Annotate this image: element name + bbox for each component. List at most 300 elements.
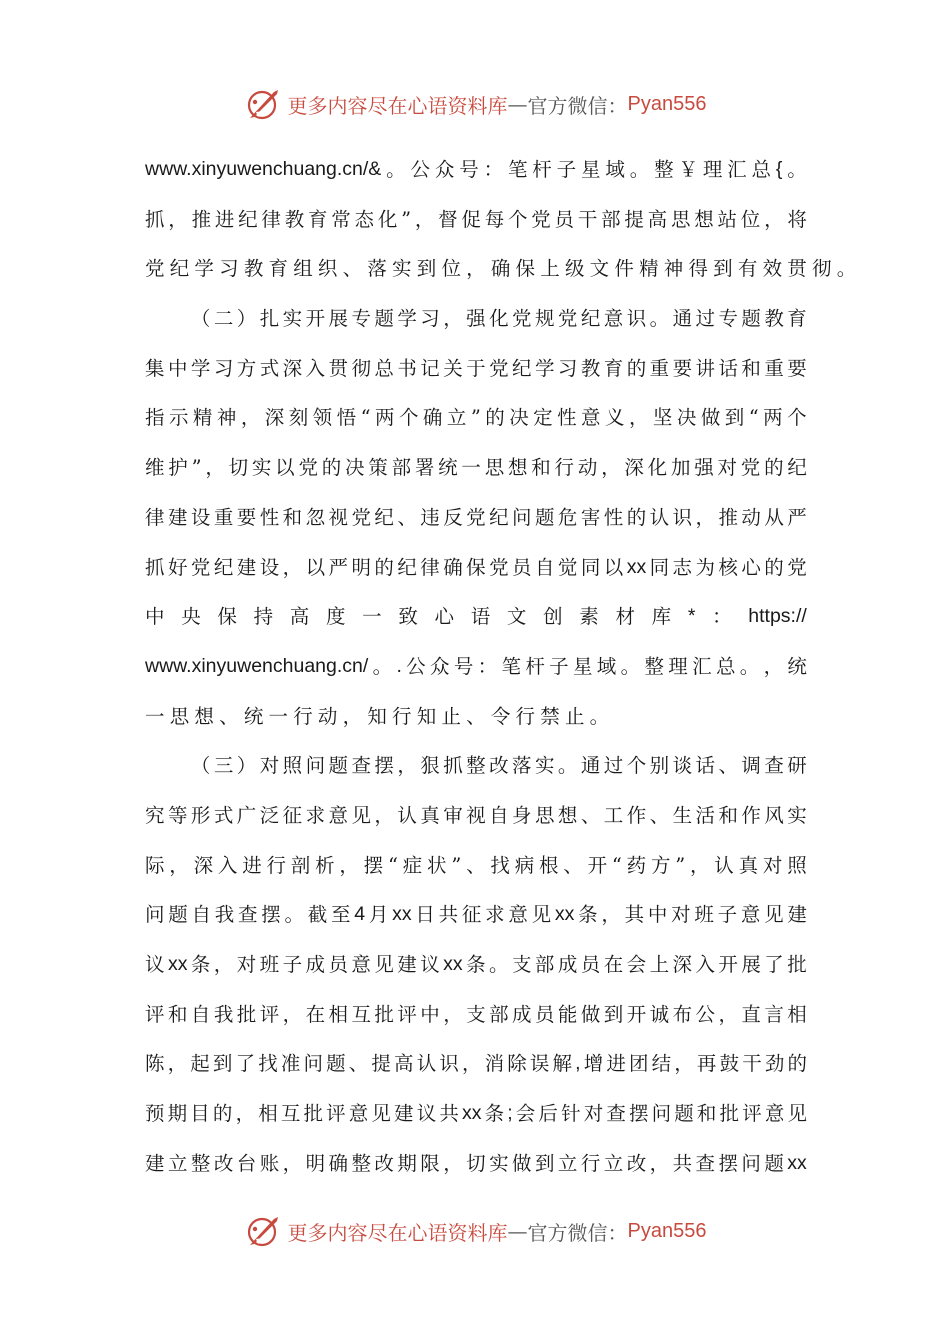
text-glyph: 党 xyxy=(351,505,371,529)
paragraph-line xyxy=(145,642,807,692)
text-glyph: 纪 xyxy=(512,356,532,380)
text-glyph: ， xyxy=(240,406,261,430)
text-glyph: 强 xyxy=(466,307,486,331)
text-glyph: 深 xyxy=(624,456,644,480)
text-glyph: ： xyxy=(483,158,504,181)
text-glyph: 对 xyxy=(671,903,691,927)
text-glyph: 纪 xyxy=(238,207,258,231)
text-glyph: 布 xyxy=(672,1002,693,1026)
text-glyph: 库 xyxy=(651,605,672,629)
text-glyph: 共 xyxy=(672,1151,693,1175)
paragraph-line xyxy=(145,145,807,195)
text-glyph: xx xyxy=(626,555,647,578)
text-glyph: 到 xyxy=(724,406,745,430)
text-glyph: 药 xyxy=(626,853,647,877)
text-glyph: 结 xyxy=(651,1052,672,1076)
text-glyph: 增 xyxy=(583,1052,604,1076)
text-glyph: 维 xyxy=(145,456,165,480)
text-glyph: 的 xyxy=(212,1102,233,1126)
paragraph-line xyxy=(145,543,807,593)
text-glyph: 整 xyxy=(466,754,486,778)
text-glyph: 相 xyxy=(787,1002,807,1026)
text-glyph: 抓 xyxy=(443,754,463,778)
text-glyph: 鼓 xyxy=(719,1052,740,1076)
banner-wechat-id: Pyan556 xyxy=(627,92,707,115)
text-glyph: 自 xyxy=(191,903,212,927)
text-glyph: 形 xyxy=(190,803,211,827)
text-glyph: 查 xyxy=(606,1102,626,1126)
text-glyph: 作 xyxy=(626,803,647,827)
text-glyph: 泛 xyxy=(259,803,280,827)
text-glyph: ， xyxy=(443,1151,463,1175)
text-glyph: 查 xyxy=(695,1151,716,1175)
text-glyph: 剖 xyxy=(290,853,311,877)
text-glyph: 一 xyxy=(268,704,289,728)
text-glyph: 相 xyxy=(258,1102,278,1126)
text-glyph: 再 xyxy=(696,1052,717,1076)
text-glyph: 央 xyxy=(181,605,201,629)
text-glyph: ， xyxy=(718,1002,738,1026)
text-glyph: 见 xyxy=(531,903,552,927)
text-glyph: 领 xyxy=(312,406,333,430)
text-glyph: 题 xyxy=(534,505,555,529)
text-glyph: 总 xyxy=(715,654,736,678)
text-glyph: 实 xyxy=(787,803,807,827)
text-glyph: 纪 xyxy=(397,555,417,579)
text-glyph: 和 xyxy=(696,1102,717,1126)
paragraph-line xyxy=(145,393,807,443)
text-glyph: 笔 xyxy=(501,654,521,678)
paragraph-line xyxy=(145,692,807,742)
text-glyph: 建 xyxy=(145,1151,165,1175)
text-glyph: 式 xyxy=(259,356,280,380)
text-glyph: 整 xyxy=(351,1151,371,1175)
banner-title: 更多内容尽在心语资料库 xyxy=(287,1220,508,1245)
text-glyph: 问 xyxy=(145,903,165,927)
text-glyph: 意 xyxy=(581,406,601,430)
text-glyph: 话 xyxy=(695,754,716,778)
text-glyph: 令 xyxy=(490,704,511,728)
text-glyph: 关 xyxy=(443,356,463,380)
text-glyph: 部 xyxy=(391,456,412,480)
footer-banner xyxy=(0,1209,950,1253)
text-glyph: 识 xyxy=(626,307,647,331)
text-glyph: 明 xyxy=(351,555,371,579)
text-glyph: 实 xyxy=(534,754,555,778)
text-glyph: 针 xyxy=(561,1102,581,1126)
text-glyph: 彻 xyxy=(811,257,832,281)
text-glyph: 动 xyxy=(317,704,338,728)
text-glyph: 思 xyxy=(534,803,555,827)
text-glyph: 纪 xyxy=(580,307,601,331)
text-glyph: 展 xyxy=(328,307,349,331)
text-glyph: 干 xyxy=(577,207,598,231)
text-glyph: 严 xyxy=(328,555,349,579)
text-glyph: 贯 xyxy=(328,356,349,380)
text-glyph: 觉 xyxy=(557,555,578,579)
text-glyph: 意 xyxy=(351,953,371,976)
text-glyph: ， xyxy=(628,406,649,430)
text-glyph: 条 xyxy=(190,953,211,976)
text-glyph: 同 xyxy=(649,555,670,579)
text-glyph: 两 xyxy=(375,406,395,430)
text-glyph: 确 xyxy=(443,555,463,579)
text-glyph: 中 xyxy=(420,1002,440,1026)
text-glyph: 的 xyxy=(764,456,784,480)
text-glyph: 照 xyxy=(787,853,807,877)
text-glyph: 问 xyxy=(741,1151,761,1175)
text-glyph: 期 xyxy=(167,1102,188,1126)
text-glyph: 保 xyxy=(217,605,237,629)
text-glyph: 改 xyxy=(489,754,509,778)
text-glyph: 想 xyxy=(507,456,528,480)
text-glyph: 在 xyxy=(603,953,624,976)
text-glyph: 。 xyxy=(620,654,641,678)
text-glyph: 支 xyxy=(466,1002,486,1026)
text-glyph: 将 xyxy=(787,207,807,231)
text-glyph: 学 xyxy=(190,356,211,380)
text-glyph: 坚 xyxy=(652,406,673,430)
text-glyph: 题 xyxy=(168,903,188,927)
text-glyph: 见 xyxy=(371,1102,391,1126)
text-glyph: 心 xyxy=(741,555,761,579)
text-glyph: 危 xyxy=(557,505,578,529)
text-glyph: 党 xyxy=(466,505,486,529)
text-glyph: 改 xyxy=(213,1151,234,1175)
text-glyph: 件 xyxy=(614,257,634,281)
text-glyph: 员 xyxy=(512,555,532,579)
text-glyph: 过 xyxy=(695,307,716,331)
text-glyph: 号 xyxy=(459,158,479,181)
paragraph-line xyxy=(145,940,807,990)
text-glyph: 题 xyxy=(328,754,349,778)
text-glyph: 育 xyxy=(603,356,624,380)
paragraph-line xyxy=(145,344,807,394)
text-glyph: 党 xyxy=(489,555,509,579)
text-glyph: 集 xyxy=(145,356,165,380)
text-glyph: 员 xyxy=(534,1002,555,1026)
text-glyph: 审 xyxy=(443,803,463,827)
text-glyph: 症 xyxy=(402,853,423,877)
text-glyph: 个 xyxy=(507,207,528,231)
text-glyph: 党 xyxy=(190,555,211,579)
text-glyph: 子 xyxy=(282,953,303,976)
text-glyph: 督 xyxy=(438,207,458,231)
text-glyph: 域 xyxy=(605,158,625,181)
text-glyph: 查 xyxy=(351,754,371,778)
text-glyph: 条 xyxy=(578,903,598,927)
text-glyph: 性 xyxy=(603,505,624,529)
text-glyph: 查 xyxy=(764,754,784,778)
text-glyph: 批 xyxy=(374,1002,394,1026)
text-glyph: 题 xyxy=(374,307,394,331)
text-glyph: 误 xyxy=(529,1052,550,1076)
text-glyph: 重 xyxy=(213,505,234,529)
text-glyph: 成 xyxy=(512,1002,532,1026)
text-glyph xyxy=(168,294,188,344)
text-glyph: ， xyxy=(601,903,621,927)
text-glyph: 、 xyxy=(348,1052,369,1076)
text-glyph: 反 xyxy=(443,505,463,529)
text-glyph: 问 xyxy=(303,1052,323,1076)
text-glyph: 子 xyxy=(556,158,577,181)
text-glyph: 学 xyxy=(534,356,555,380)
text-glyph: 域 xyxy=(596,654,617,678)
text-glyph: 能 xyxy=(557,1002,578,1026)
text-glyph: 止 xyxy=(564,704,585,728)
text-glyph: 好 xyxy=(167,555,188,579)
text-glyph: 得 xyxy=(688,257,708,281)
text-glyph: 开 xyxy=(626,1002,647,1026)
text-glyph: ” xyxy=(191,456,202,480)
paragraph-line xyxy=(145,592,807,642)
text-glyph: ” xyxy=(401,207,412,231)
text-glyph xyxy=(168,741,188,791)
text-glyph: www.xinyuwenchuang.cn/& xyxy=(145,158,382,180)
text-glyph: ， xyxy=(461,1052,482,1076)
text-glyph: 了 xyxy=(764,953,784,976)
text-glyph: 建 xyxy=(236,555,257,579)
text-glyph: ” xyxy=(451,853,462,877)
text-glyph: 党 xyxy=(557,307,578,331)
banner-separator: — xyxy=(507,92,528,116)
text-glyph: 的 xyxy=(626,356,647,380)
text-glyph: 部 xyxy=(534,953,555,976)
text-glyph: 题 xyxy=(326,1052,346,1076)
text-glyph: 律 xyxy=(261,207,281,231)
text-glyph: 见 xyxy=(787,1102,807,1126)
banner-wechat-label: 官方微信： xyxy=(527,93,628,118)
text-glyph: 个 xyxy=(787,406,807,430)
text-glyph: 习 xyxy=(213,356,234,380)
text-glyph: 对 xyxy=(583,1102,604,1126)
text-glyph: 。 xyxy=(649,307,670,331)
text-glyph: 批 xyxy=(303,1102,323,1126)
text-glyph: 位 xyxy=(441,257,461,281)
text-glyph: ， xyxy=(601,456,621,480)
text-glyph: { xyxy=(775,158,783,180)
text-glyph: 建 xyxy=(167,505,188,529)
text-glyph: 要 xyxy=(672,356,693,380)
text-glyph: xx xyxy=(554,903,575,926)
text-glyph: 级 xyxy=(564,257,585,281)
text-glyph: 深 xyxy=(672,953,693,976)
text-glyph: （ xyxy=(190,754,211,778)
text-glyph: 众 xyxy=(430,654,450,678)
text-glyph: 改 xyxy=(374,1151,394,1175)
text-glyph: 公 xyxy=(406,654,426,678)
text-glyph: 立 xyxy=(167,1151,188,1175)
text-glyph: 思 xyxy=(169,704,190,728)
text-glyph: 对 xyxy=(236,953,257,976)
text-glyph: 进 xyxy=(242,853,262,877)
text-glyph: 际 xyxy=(145,853,165,877)
text-glyph: 抓 xyxy=(145,555,165,579)
text-glyph: 创 xyxy=(543,605,563,629)
text-glyph: 问 xyxy=(651,1102,672,1126)
text-glyph: 议 xyxy=(420,953,440,976)
text-glyph: 真 xyxy=(420,803,440,827)
text-glyph: 一 xyxy=(362,605,382,629)
text-glyph: 起 xyxy=(190,1052,210,1076)
text-glyph: 态 xyxy=(354,207,375,231)
text-glyph: 律 xyxy=(420,555,440,579)
text-glyph: 谈 xyxy=(672,754,693,778)
text-glyph: 展 xyxy=(741,953,761,976)
text-glyph: 实 xyxy=(392,257,412,281)
text-glyph: 议 xyxy=(145,953,165,976)
text-glyph: 日 xyxy=(415,903,435,927)
text-glyph: 总 xyxy=(751,158,772,181)
text-glyph: 。 xyxy=(787,158,807,181)
text-glyph: 二 xyxy=(213,307,234,331)
text-glyph: 调 xyxy=(741,754,761,778)
text-glyph: xx xyxy=(392,903,412,926)
text-glyph: 摆 xyxy=(628,1102,649,1126)
text-glyph: 要 xyxy=(787,356,807,380)
text-glyph: 化 xyxy=(647,456,668,480)
text-glyph: 和 xyxy=(167,1002,188,1026)
text-glyph: 确 xyxy=(328,1151,349,1175)
text-glyph: 纪 xyxy=(169,257,190,281)
text-glyph: 的 xyxy=(787,1052,807,1076)
text-glyph: 党 xyxy=(787,555,807,579)
text-glyph: 言 xyxy=(764,1002,784,1026)
text-glyph: 了 xyxy=(235,1052,256,1076)
paragraph-line xyxy=(145,1139,807,1189)
text-glyph: 织 xyxy=(317,257,338,281)
text-glyph: 别 xyxy=(649,754,670,778)
text-glyph: 部 xyxy=(601,207,621,231)
text-glyph: 限 xyxy=(420,1151,440,1175)
text-glyph: 直 xyxy=(741,1002,761,1026)
text-glyph: 记 xyxy=(420,356,440,380)
text-glyph: 评 xyxy=(259,1002,280,1026)
text-glyph: 子 xyxy=(717,903,738,927)
text-glyph: 杆 xyxy=(532,158,552,181)
text-glyph: 想 xyxy=(557,803,578,827)
paragraph-line xyxy=(145,1039,807,1089)
text-glyph xyxy=(145,294,165,344)
text-glyph: 真 xyxy=(738,853,759,877)
text-glyph: 决 xyxy=(676,406,697,430)
text-glyph: 建 xyxy=(787,903,807,927)
text-glyph: 求 xyxy=(305,803,326,827)
text-glyph: ” xyxy=(675,853,686,877)
text-glyph: 决 xyxy=(345,456,365,480)
text-glyph: 做 xyxy=(512,1151,532,1175)
text-glyph: 究 xyxy=(145,803,165,827)
text-glyph: 。 xyxy=(372,654,393,678)
text-glyph: 害 xyxy=(580,505,601,529)
text-glyph: 的 xyxy=(764,555,784,579)
text-glyph: 视 xyxy=(466,803,486,827)
paragraph-line xyxy=(145,1089,807,1139)
text-glyph: ， xyxy=(466,257,486,281)
text-glyph: ， xyxy=(167,1052,188,1076)
text-glyph: ， xyxy=(169,853,189,877)
text-glyph: 陈 xyxy=(145,1052,165,1076)
text-glyph: 统 xyxy=(438,456,458,480)
text-glyph: 根 xyxy=(538,853,559,877)
text-glyph: 整 xyxy=(644,654,664,678)
text-glyph: 月 xyxy=(368,903,389,927)
text-glyph: 入 xyxy=(695,953,715,976)
text-glyph: 4 xyxy=(354,903,366,926)
text-glyph: 组 xyxy=(293,257,313,281)
text-glyph: 问 xyxy=(512,505,532,529)
text-glyph: 想 xyxy=(194,704,214,728)
text-glyph: ， xyxy=(168,207,188,231)
text-glyph: 解 xyxy=(552,1052,573,1076)
text-glyph: 员 xyxy=(328,953,348,976)
paragraph-line xyxy=(145,791,807,841)
text-glyph: 上 xyxy=(540,257,560,281)
text-glyph: 病 xyxy=(514,853,535,877)
text-glyph: 的 xyxy=(485,406,505,430)
text-glyph: 上 xyxy=(649,953,670,976)
text-glyph: 高 xyxy=(394,1052,414,1076)
text-glyph: 意 xyxy=(508,903,528,927)
text-glyph: 汇 xyxy=(692,654,712,678)
text-glyph: 和 xyxy=(531,456,551,480)
text-glyph: 中 xyxy=(145,605,165,629)
text-glyph: 文 xyxy=(589,257,610,281)
text-glyph: 改 xyxy=(626,1151,647,1175)
text-glyph: 众 xyxy=(434,158,455,181)
text-glyph: 明 xyxy=(305,1151,326,1175)
text-glyph: 意 xyxy=(348,1102,369,1126)
text-glyph: 自 xyxy=(534,555,555,579)
text-glyph: 个 xyxy=(398,406,419,430)
text-glyph: 精 xyxy=(192,406,213,430)
text-glyph: ， xyxy=(674,1052,694,1076)
text-glyph: 活 xyxy=(695,803,716,827)
text-glyph: 专 xyxy=(718,307,738,331)
text-glyph: 禁 xyxy=(540,704,560,728)
text-glyph: 星 xyxy=(572,654,593,678)
text-glyph: 育 xyxy=(787,307,807,331)
text-glyph: 刻 xyxy=(288,406,309,430)
text-glyph: 以 xyxy=(603,555,624,579)
text-glyph: 学 xyxy=(397,307,417,331)
text-glyph: ; xyxy=(507,1102,513,1125)
text-glyph: 行 xyxy=(580,1151,601,1175)
paragraph-line xyxy=(145,890,807,940)
text-glyph: 广 xyxy=(236,803,257,827)
text-glyph: 党 xyxy=(145,257,165,281)
paragraph-line xyxy=(145,741,807,791)
text-glyph: ， xyxy=(374,803,394,827)
paragraph-line xyxy=(145,294,807,344)
text-glyph: 切 xyxy=(228,456,249,480)
text-glyph: 有 xyxy=(737,257,758,281)
text-glyph: 指 xyxy=(145,406,165,430)
text-glyph: xx xyxy=(167,953,188,975)
text-glyph: 性 xyxy=(557,406,577,430)
text-glyph: 教 xyxy=(580,356,601,380)
text-glyph: 致 xyxy=(398,605,418,629)
text-glyph: 到 xyxy=(212,1052,233,1076)
text-glyph: 要 xyxy=(236,505,257,529)
text-glyph: 习 xyxy=(420,307,440,331)
text-glyph: 对 xyxy=(259,754,280,778)
text-glyph: 开 xyxy=(587,853,608,877)
text-glyph: 做 xyxy=(580,1002,601,1026)
text-glyph: ， xyxy=(282,1151,303,1175)
text-glyph: 子 xyxy=(549,654,569,678)
text-glyph: 立 xyxy=(446,406,467,430)
